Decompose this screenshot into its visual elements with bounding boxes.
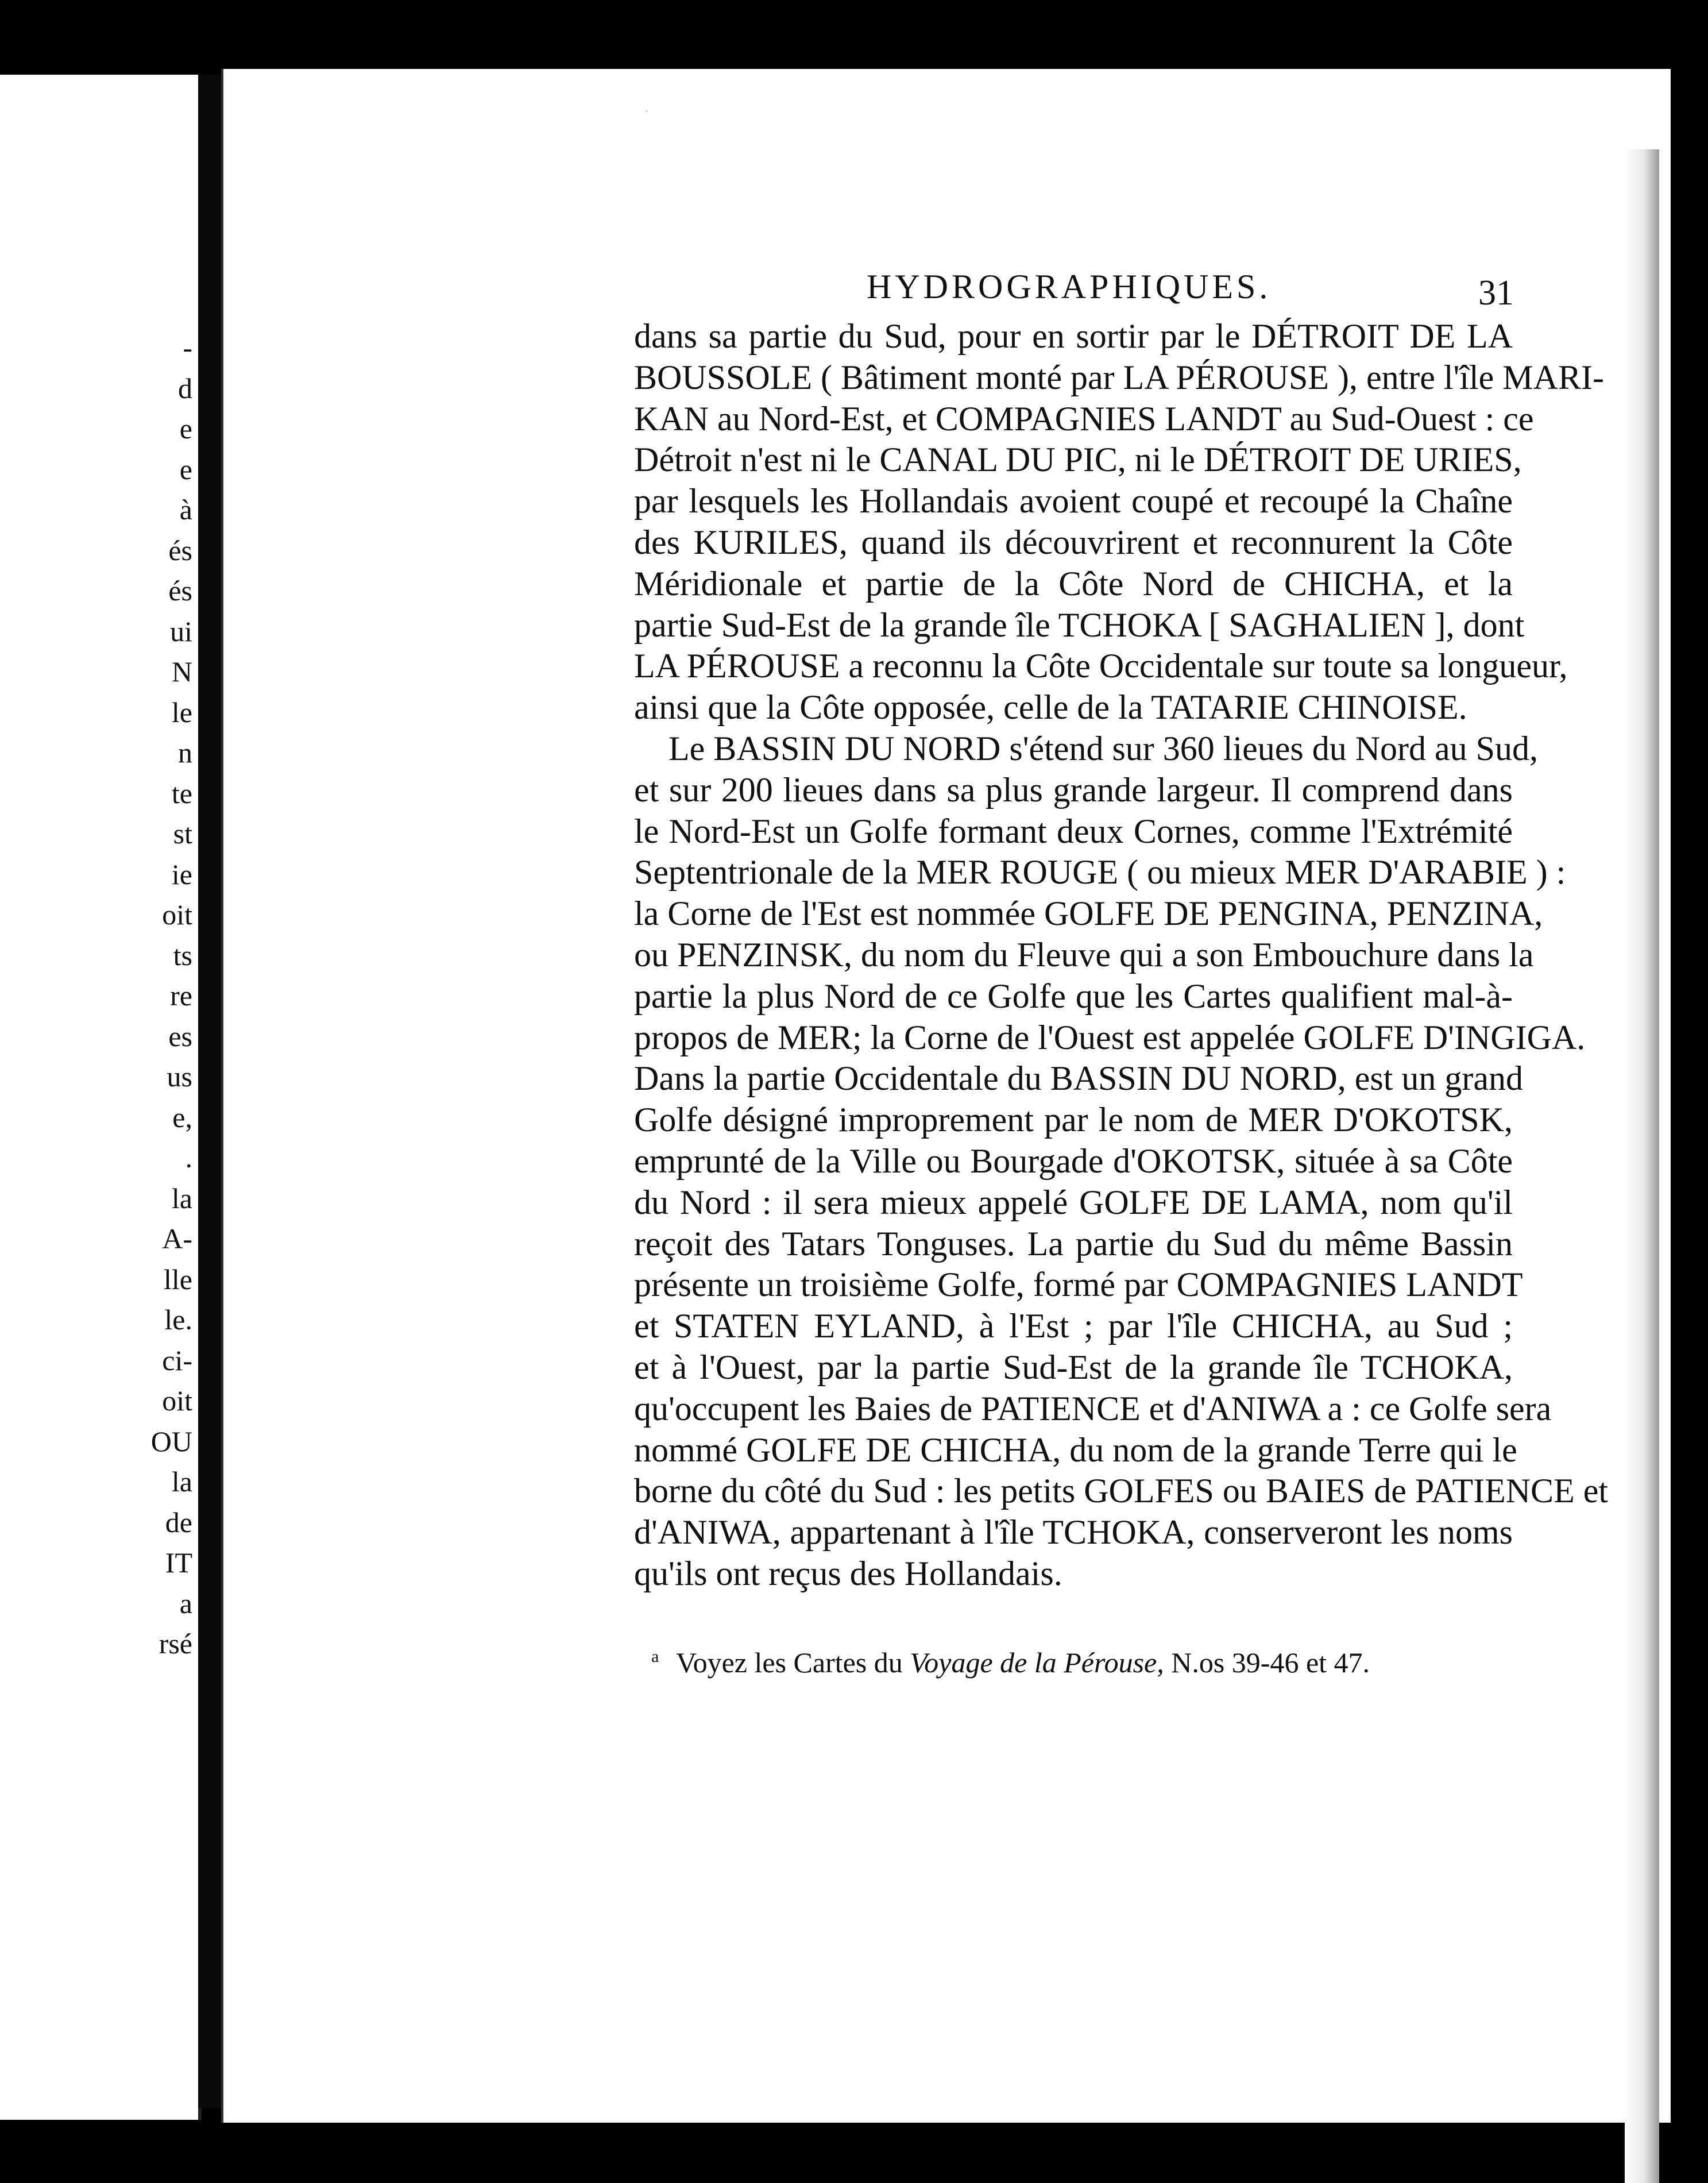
- text-line: Le BASSIN DU NORD s'étend sur 360 lieues du Nord au Sud,: [668, 729, 1539, 767]
- text-line: et à l'Ouest, par la partie Sud-Est de la grande île TCHOKA,: [634, 1348, 1513, 1386]
- text-line: KAN au Nord-Est, et COMPAGNIES LANDT au Sud-Ouest : ce: [634, 399, 1534, 438]
- left-page-fragment: és: [168, 534, 192, 566]
- left-page-fragment: la: [171, 1182, 192, 1214]
- left-page-fragment: us: [167, 1060, 192, 1093]
- text-line: par lesquels les Hollandais avoient coupé et recoupé la Chaîne: [634, 482, 1513, 520]
- text-line: LA PÉROUSE a reconnu la Côte Occidentale sur toute sa longueur,: [634, 647, 1568, 685]
- left-page-fragment: ie: [171, 858, 192, 890]
- text-line: borne du côté du Sud : les petits GOLFES ou BAIES de PATIENCE et: [634, 1472, 1609, 1510]
- left-page-fragment: oit: [162, 1384, 192, 1417]
- page-edge-shadow: [1625, 149, 1659, 2183]
- left-page-fragment: te: [171, 777, 192, 809]
- text-line: nommé GOLFE DE CHICHA, du nom de la grande Terre qui le: [634, 1430, 1517, 1469]
- text-line: qu'occupent les Baies de PATIENCE et d'ANIWA a : ce Golfe sera: [634, 1389, 1552, 1428]
- left-page-fragment: N: [171, 655, 192, 688]
- text-line: et sur 200 lieues dans sa plus grande largeur. Il comprend dans: [634, 770, 1513, 809]
- left-page-fragment: es: [168, 1020, 192, 1052]
- text-line: du Nord : il sera mieux appelé GOLFE DE LAMA, nom qu'il: [634, 1183, 1513, 1221]
- left-page-fragment: e: [179, 453, 192, 485]
- text-line: ainsi que la Côte opposée, celle de la TATARIE CHINOISE.: [634, 688, 1467, 727]
- text-line: Septentrionale de la MER ROUGE ( ou mieux MER D'ARABIE ) :: [634, 853, 1566, 892]
- text-line: partie la plus Nord de ce Golfe que les Cartes qualifient mal-à-: [634, 977, 1513, 1015]
- left-page-fragment: -: [183, 331, 192, 364]
- left-page-fragment: st: [173, 817, 192, 850]
- left-page-fragment: n: [178, 736, 192, 769]
- left-page-fragment: de: [165, 1506, 192, 1538]
- text-line: reçoit des Tatars Tonguses. La partie du Sud du même Bassin: [634, 1224, 1513, 1263]
- text-line: présente un troisième Golfe, formé par COMPAGNIES LANDT: [634, 1266, 1523, 1304]
- left-page-fragment: à: [179, 493, 192, 526]
- text-line: le Nord-Est un Golfe formant deux Cornes, comme l'Extrémité: [634, 812, 1513, 850]
- footnote-prefix: Voyez les Cartes du: [675, 1646, 903, 1679]
- left-page-fragment: ts: [173, 939, 192, 971]
- left-page-fragment: ui: [170, 615, 192, 647]
- top-mark: ·: [643, 98, 651, 124]
- text-line: Méridionale et partie de la Côte Nord de CHICHA, et la: [634, 564, 1513, 603]
- left-page-fragment: és: [168, 574, 192, 607]
- text-line: ou PENZINSK, du nom du Fleuve qui a son Embouchure dans la: [634, 935, 1534, 974]
- page-number: 31: [1478, 273, 1514, 313]
- left-page-fragment: lle: [164, 1263, 192, 1295]
- main-page: [221, 69, 1671, 2123]
- text-line: partie Sud-Est de la grande île TCHOKA [ SAGHALIEN ], dont: [634, 605, 1525, 644]
- left-page-fragment: ci-: [162, 1344, 192, 1376]
- running-head: HYDROGRAPHIQUES.: [867, 268, 1272, 306]
- text-line: Dans la partie Occidentale du BASSIN DU NORD, est un grand: [634, 1059, 1524, 1098]
- left-page-fragment: la: [171, 1465, 192, 1498]
- left-page-fragment: d: [178, 372, 192, 404]
- left-page-fragment: IT: [165, 1546, 192, 1579]
- text-line: Détroit n'est ni le CANAL DU PIC, ni le DÉTROIT DE URIES,: [634, 441, 1522, 479]
- body-text: [634, 316, 1609, 1595]
- left-page-fragment: .: [185, 1141, 192, 1174]
- left-page-fragment: oit: [162, 898, 192, 931]
- footnote-title: Voyage de la Pérouse,: [910, 1646, 1164, 1679]
- text-line: Golfe désigné improprement par le nom de MER D'OKOTSK,: [634, 1101, 1513, 1139]
- left-page-fragment: re: [170, 979, 192, 1012]
- left-page-fragment: e: [179, 412, 192, 445]
- footnote-suffix: N.os 39-46 et 47.: [1171, 1646, 1370, 1679]
- left-page-fragment: OU: [150, 1425, 192, 1457]
- text-line: propos de MER; la Corne de l'Ouest est appelée GOLFE D'INGIGA.: [634, 1018, 1586, 1056]
- text-line: et STATEN EYLAND, à l'Est ; par l'île CHICHA, au Sud ;: [634, 1307, 1513, 1345]
- footnote-marker: a: [651, 1647, 659, 1667]
- text-line: qu'ils ont reçus des Hollandais.: [634, 1554, 1062, 1592]
- text-line: la Corne de l'Est est nommée GOLFE DE PENGINA, PENZINA,: [634, 894, 1543, 933]
- left-page-fragment: a: [179, 1587, 192, 1619]
- left-page-fragment: le.: [164, 1303, 192, 1336]
- text-line: emprunté de la Ville ou Bourgade d'OKOTSK, située à sa Côte: [634, 1141, 1513, 1180]
- left-page-fragment: e,: [172, 1101, 192, 1133]
- text-line: d'ANIWA, appartenant à l'île TCHOKA, conserveront les noms: [634, 1513, 1513, 1552]
- left-page-fragment: le: [171, 696, 192, 728]
- text-line: BOUSSOLE ( Bâtiment monté par LA PÉROUSE ), entre l'île MARI-: [634, 358, 1604, 396]
- footnote: [651, 1646, 1370, 1679]
- left-page-fragment: A-: [162, 1222, 192, 1255]
- text-line: dans sa partie du Sud, pour en sortir par le DÉTROIT DE LA: [634, 317, 1513, 355]
- text-line: des KURILES, quand ils découvrirent et reconnurent la Côte: [634, 523, 1513, 561]
- left-page-fragment: rsé: [159, 1627, 192, 1660]
- left-facing-page: [0, 75, 202, 2120]
- book-spine: [198, 75, 224, 2108]
